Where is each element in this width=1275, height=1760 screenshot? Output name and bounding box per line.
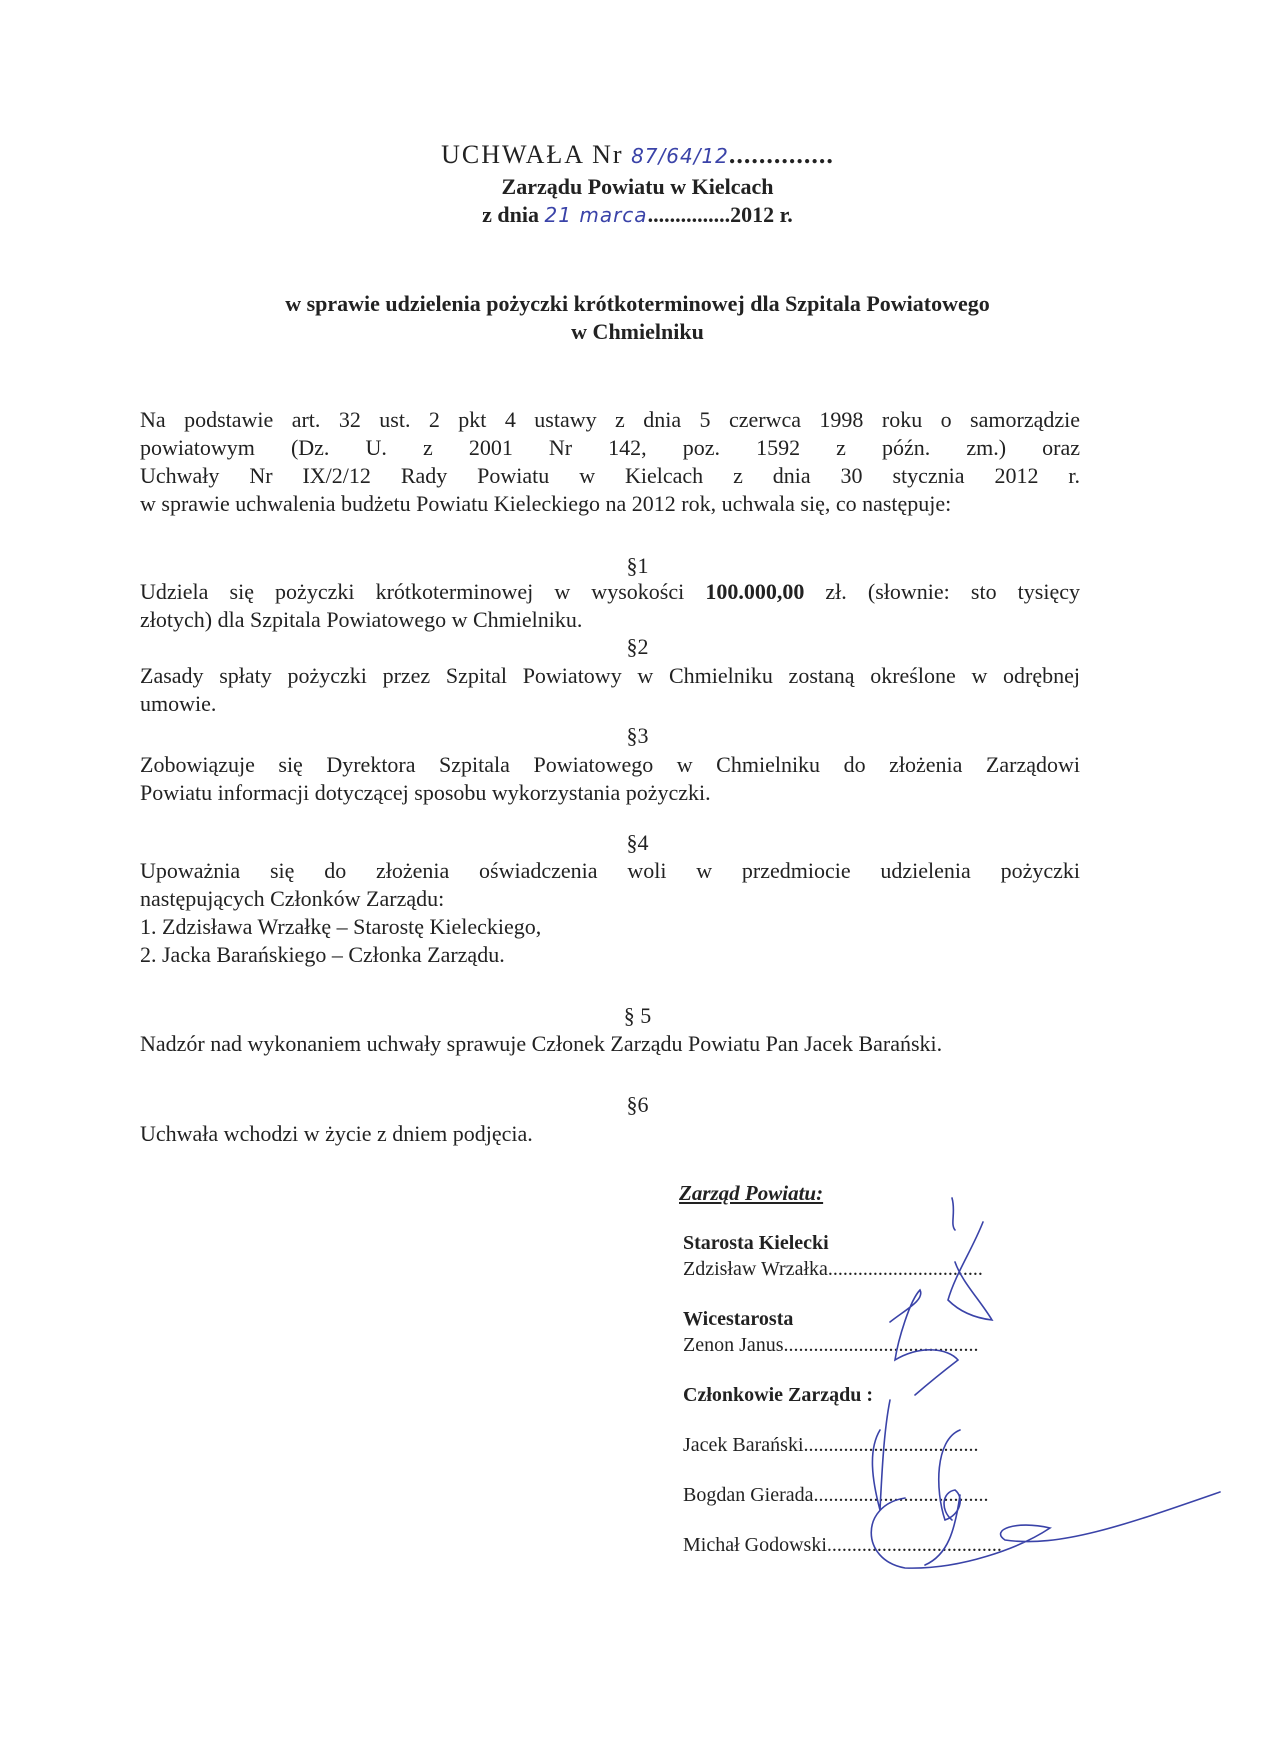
section-3 — [140, 751, 1080, 807]
section-6-line-1: Uchwała wchodzi w życie z dniem podjęcia. — [140, 1121, 533, 1146]
subject-line-2: w Chmielniku — [571, 319, 704, 344]
starosta-line — [683, 1256, 1103, 1282]
section-1-line-1 — [140, 578, 1080, 606]
date-dots: ............... — [647, 202, 731, 227]
section-2-line-1: Zasady spłaty pożyczki przez Szpital Powiatowy w Chmielniku zostaną określone w odrębnej — [140, 663, 1080, 688]
issuer: Zarządu Powiatu w Kielcach — [501, 174, 774, 199]
handwritten-number: 87/64/12 — [631, 144, 729, 168]
title-prefix: UCHWAŁA Nr — [441, 140, 624, 169]
preamble-line-2: powiatowym (Dz. U. z 2001 Nr 142, poz. 1592 z późn. zm.) oraz — [140, 435, 1080, 460]
wicestarosta-line — [683, 1332, 1103, 1358]
resolution-title — [0, 138, 1275, 173]
loan-amount: 100.000,00 — [705, 579, 805, 604]
section-2-sign: §2 — [626, 634, 649, 659]
member-1-name: Jacek Barański — [683, 1434, 804, 1456]
board-caption: Zarząd Powiatu: — [679, 1181, 824, 1205]
section-1-line-2: złotych) dla Szpitala Powiatowego w Chmielniku. — [140, 607, 583, 632]
resolution-subject — [0, 290, 1275, 346]
member-1-dots: ................................... — [803, 1434, 979, 1456]
section-3-line-1: Zobowiązuje się Dyrektora Szpitala Powiatowego w Chmielniku do złożenia Zarządowi — [140, 752, 1080, 777]
member-1-line — [683, 1432, 1103, 1458]
member-2-line — [683, 1482, 1103, 1508]
member-3-line — [683, 1532, 1103, 1558]
resolution-header — [0, 138, 1275, 229]
resolution-date — [0, 201, 1275, 229]
section-4-sign: §4 — [626, 830, 649, 855]
section-4-line-2: następujących Członków Zarządu: — [140, 886, 445, 911]
board-signatures — [679, 1180, 1103, 1558]
preamble-line-4: w sprawie uchwalenia budżetu Powiatu Kieleckiego na 2012 rok, uchwala się, co następuje: — [140, 491, 952, 516]
member-3-name: Michał Godowski — [683, 1534, 827, 1556]
members-role: Członkowie Zarządu : — [683, 1384, 873, 1406]
preamble — [140, 406, 1080, 518]
starosta-dots: ............................... — [827, 1258, 983, 1280]
member-2-dots: ................................... — [813, 1484, 989, 1506]
section-3-sign: §3 — [626, 723, 649, 748]
subject-line-1: w sprawie udzielenia pożyczki krótkoterminowej dla Szpitala Powiatowego — [285, 291, 990, 316]
member-2-name: Bogdan Gierada — [683, 1484, 814, 1506]
section-1-text-a: Udziela się pożyczki krótkoterminowej w wysokości — [140, 579, 685, 604]
section-5-sign: § 5 — [623, 1003, 652, 1028]
section-1-sign: §1 — [626, 553, 649, 578]
date-suffix: 2012 r. — [730, 202, 793, 227]
number-dots: .............. — [728, 140, 834, 169]
section-5 — [140, 1030, 1080, 1058]
section-1-text-b: zł. (słownie: sto tysięcy — [825, 579, 1080, 604]
section-4-item-2: 2. Jacka Barańskiego – Członka Zarządu. — [140, 942, 505, 967]
wicestarosta-dots: ....................................... — [783, 1334, 979, 1356]
wicestarosta-name: Zenon Janus — [683, 1334, 784, 1356]
section-2-line-2: umowie. — [140, 691, 217, 716]
section-6 — [140, 1120, 1080, 1148]
member-3-dots: ................................... — [826, 1534, 1002, 1556]
preamble-line-3: Uchwały Nr IX/2/12 Rady Powiatu w Kielcach z dnia 30 stycznia 2012 r. — [140, 463, 1080, 488]
section-6-sign: §6 — [626, 1092, 649, 1117]
section-3-line-2: Powiatu informacji dotyczącej sposobu wykorzystania pożyczki. — [140, 780, 711, 805]
section-2 — [140, 662, 1080, 718]
section-4 — [140, 857, 1080, 969]
section-5-line-1: Nadzór nad wykonaniem uchwały sprawuje Członek Zarządu Powiatu Pan Jacek Barański. — [140, 1031, 943, 1056]
date-prefix: z dnia — [482, 202, 540, 227]
section-4-item-1: 1. Zdzisława Wrzałkę – Starostę Kieleckiego, — [140, 914, 542, 939]
section-4-line-1: Upoważnia się do złożenia oświadczenia woli w przedmiocie udzielenia pożyczki — [140, 858, 1080, 883]
handwritten-date: 21 marca — [544, 203, 648, 227]
starosta-role: Starosta Kielecki — [683, 1232, 829, 1254]
wicestarosta-role: Wicestarosta — [683, 1308, 794, 1330]
starosta-name: Zdzisław Wrzałka — [683, 1258, 828, 1280]
preamble-line-1: Na podstawie art. 32 ust. 2 pkt 4 ustawy z dnia 5 czerwca 1998 roku o samorządzie — [140, 407, 1080, 432]
section-1 — [140, 578, 1080, 634]
